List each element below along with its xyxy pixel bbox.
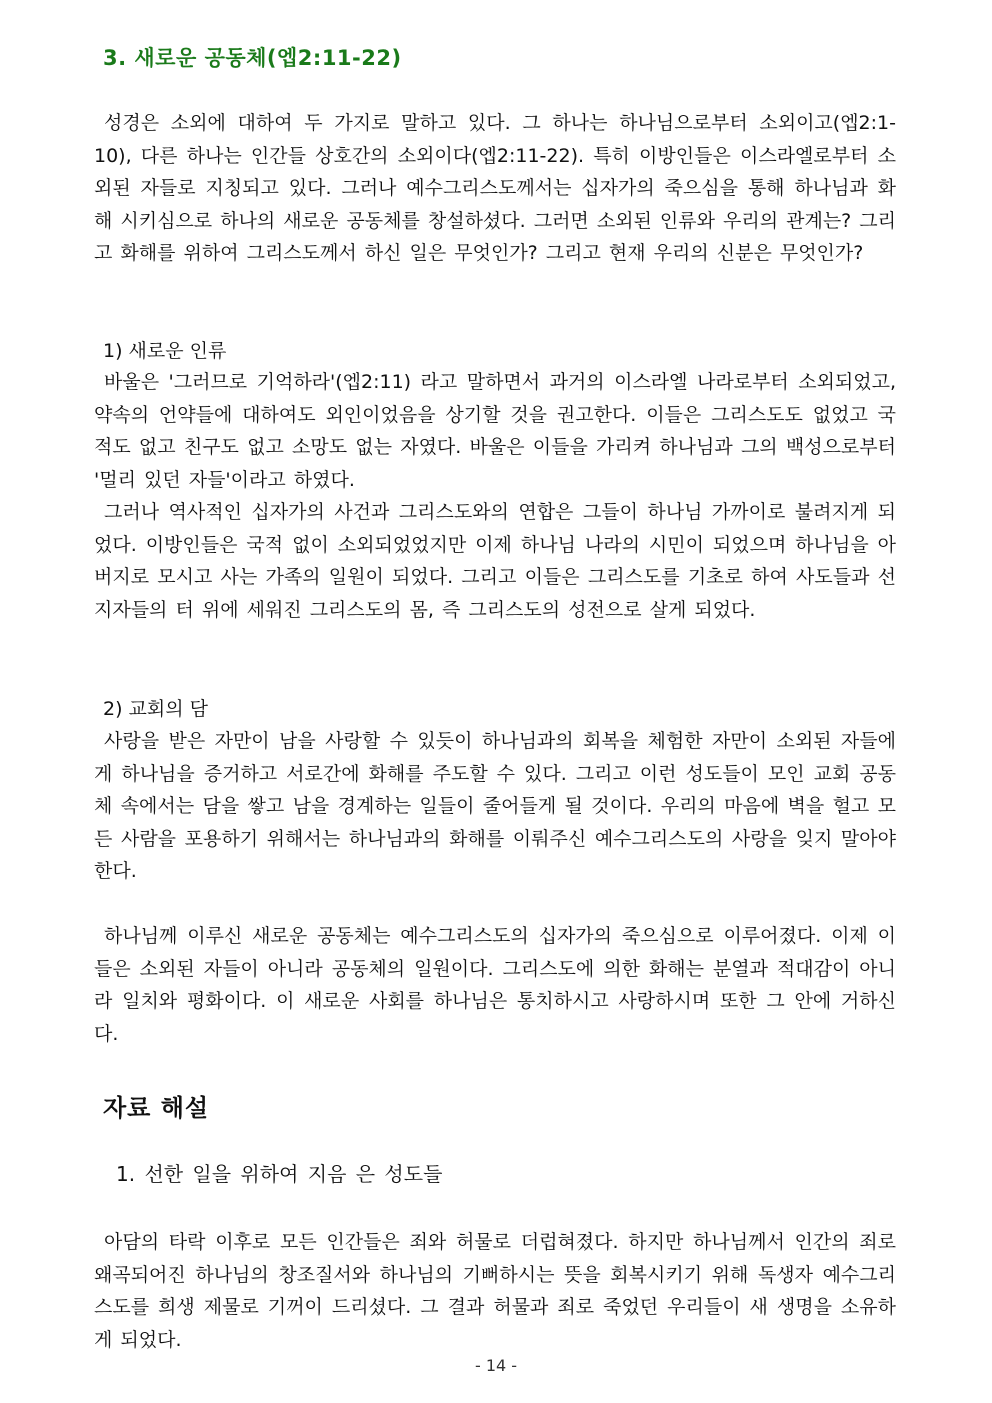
- intro-text: 성경은 소외에 대하여 두 가지로 말하고 있다. 그 하나는 하나님으로부터 소외이고(엡2:1-10), 다른 하나는 인간들 상호간의 소외이다(엡2:11-22). 특히 이방인들은 이스라엘로부터 소외된 자들로 지칭되고 있다. 그러나 예수그리스도께서는 십자가의 죽으심을 통해 하나님과 화해 시키심으로 하나의 새로운 공동체를 창설하셨다. 그러면 소외된 인류와 우리의 관계는? 그리고 화해를 위하여 그리스도께서 하신 일은 무엇인가? 그리고 현재 우리의 신분은 무엇인가?: [94, 112, 897, 264]
- section-title: 3. 새로운 공동체(엡2:11-22): [103, 46, 402, 70]
- conclusion-paragraph: [94, 920, 896, 1050]
- new-humanity-text-2: 그러나 역사적인 십자가의 사건과 그리스도와의 연합은 그들이 하나님 가까이로 불려지게 되었다. 이방인들은 국적 없이 소외되었었지만 이제 하나님 나라의 시민이 되었으며 하나님을 아버지로 모시고 사는 가족의 일원이 되었다. 그리고 이들은 그리스도를 기초로 하여 사도들과 선지자들의 터 위에 세워진 그리스도의 몸, 즉 그리스도의 성전으로 살게 되었다.: [94, 501, 896, 621]
- commentary-title: 자료 해설: [103, 1094, 210, 1122]
- new-humanity-paragraph-1: [94, 366, 896, 496]
- church-wall-paragraph: [94, 725, 896, 888]
- commentary-paragraph: [94, 1226, 896, 1356]
- commentary-text: 아담의 타락 이후로 모든 인간들은 죄와 허물로 더럽혀졌다. 하지만 하나님께서 인간의 죄로 왜곡되어진 하나님의 창조질서와 하나님의 기뻐하시는 뜻을 회복시키기 위해 독생자 예수그리스도를 희생 제물로 기꺼이 드리셨다. 그 결과 허물과 죄로 죽었던 우리들이 새 생명을 소유하게 되었다.: [94, 1231, 896, 1351]
- page-number: - 14 -: [474, 1356, 518, 1375]
- conclusion-text: 하나님께 이루신 새로운 공동체는 예수그리스도의 십자가의 죽으심으로 이루어졌다. 이제 이들은 소외된 자들이 아니라 공동체의 일원이다. 그리스도에 의한 화해는 분열과 적대감이 아니라 일치와 평화이다. 이 새로운 사회를 하나님은 통치하시고 사랑하시며 또한 그 안에 거하신다.: [94, 925, 896, 1045]
- subsection-title-new-humanity: 1) 새로운 인류: [103, 340, 227, 362]
- church-wall-text: 사랑을 받은 자만이 남을 사랑할 수 있듯이 하나님과의 회복을 체험한 자만이 소외된 자들에게 하나님을 증거하고 서로간에 화해를 주도할 수 있다. 그리고 이런 성도들이 모인 교회 공동체 속에서는 담을 쌓고 남을 경계하는 일들이 줄어들게 될 것이다. 우리의 마음에 벽을 헐고 모든 사람을 포용하기 위해서는 하나님과의 화해를 이뤄주신 예수그리스도의 사랑을 잊지 말아야 한다.: [94, 730, 896, 882]
- commentary-item-title: 1. 선한 일을 위하여 지음 은 성도들: [116, 1162, 443, 1186]
- subsection-title-church-wall: 2) 교회의 담: [103, 698, 208, 720]
- new-humanity-paragraph-2: [94, 496, 896, 626]
- new-humanity-text-1: 바울은 '그러므로 기억하라'(엡2:11) 라고 말하면서 과거의 이스라엘 나라로부터 소외되었고, 약속의 언약들에 대하여도 외인이었음을 상기할 것을 권고한다. 이들은 그리스도도 없었고 국적도 없고 친구도 없고 소망도 없는 자였다. 바울은 이들을 가리켜 하나님과 그의 백성으로부터 '멀리 있던 자들'이라고 하였다.: [94, 371, 896, 491]
- intro-paragraph: [94, 107, 896, 270]
